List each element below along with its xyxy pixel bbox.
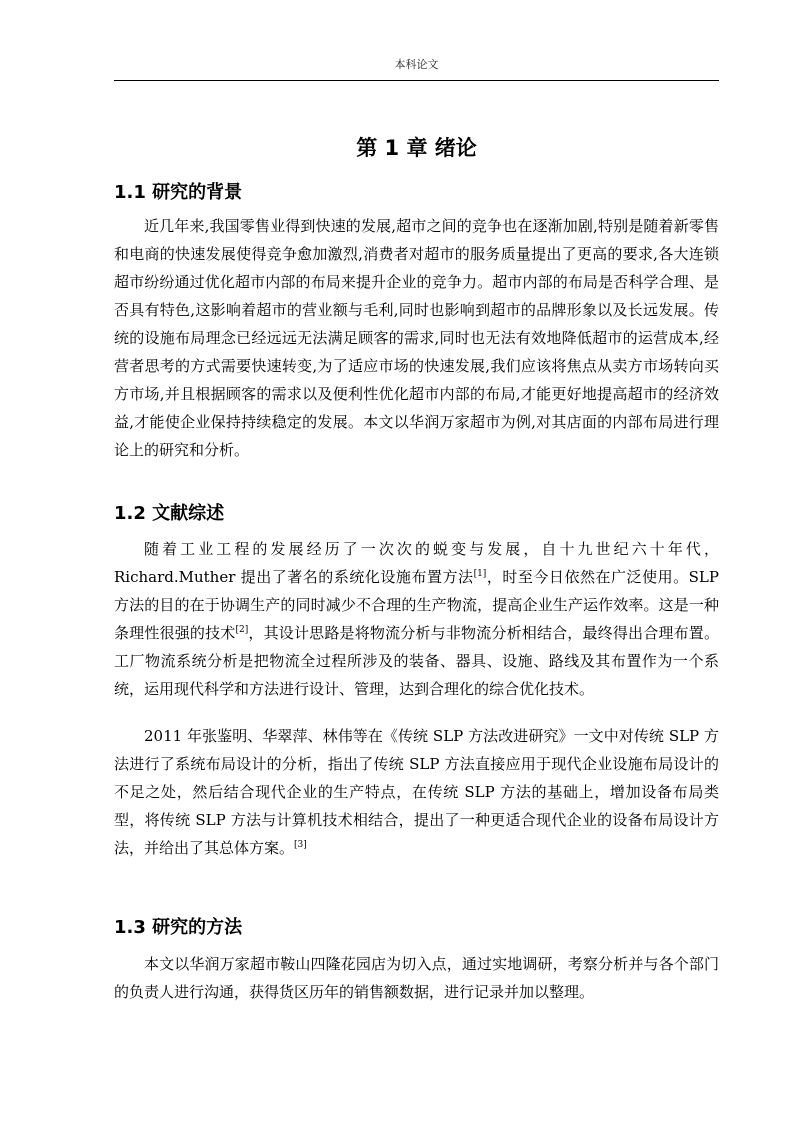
section-heading-1-2: 1.2 文献综述 [114,503,225,524]
header-divider [114,80,719,81]
chapter-title: 第 1 章 绪论 [356,136,477,160]
paragraph-method: 本文以华润万家超市鞍山四隆花园店为切入点，通过实地调研，考察分析并与各个部门的负责人进行沟通，获得货区历年的销售额数据，进行记录并加以整理。 [114,955,719,1001]
citation-ref: [1] [473,569,487,579]
paragraph-text: 2011 年张鉴明、华翠萍、林伟等在《传统 SLP 方法改进研究》一文中对传统 SLP 方法进行了系统布局设计的分析，指出了传统 SLP 方法直接应用于现代企业设施布局设计的不足之处，然后结合现代企业的生产特点，在传统 SLP 方法的基础上，增加设备布局类型，将传统 SLP 方法与计算机技术相结合，提出了一种更适合现代企业的设备布局设计方法，并给出了其总体方案。 [114,727,719,857]
section-heading-1-3: 1.3 研究的方法 [114,917,243,938]
citation-ref: [3] [294,840,307,850]
paragraph-literature-2 [114,722,719,862]
paragraph-literature-1 [114,535,719,703]
paragraph-text: ，其设计思路是将物流分析与非物流分析相结合，最终得出合理布置。工厂物流系统分析是把物流全过程所涉及的装备、器具、设施、路线及其布置作为一个系统，运用现代科学和方法进行设计、管理，达到合理化的综合优化技术。 [114,624,719,698]
page-header: 本科论文 [394,58,439,71]
paragraph-background: 近几年来,我国零售业得到快速的发展,超市之间的竞争也在逐渐加剧,特别是随着新零售和电商的快速发展使得竞争愈加激烈,消费者对超市的服务质量提出了更高的要求,各大连锁超市纷纷通过优化超市内部的布局来提升企业的竞争力。超市内部的布局是否科学合理、是否具有特色,这影响着超市的营业额与毛利,同时也影响到超市的品牌形象以及长远发展。传统的设施布局理念已经远远无法满足顾客的需求,同时也无法有效地降低超市的运营成本,经营者思考的方式需要快速转变,为了适应市场的快速发展,我们应该将焦点从卖方市场转向买方市场,并且根据顾客的需求以及便利性优化超市内部的布局,才能更好地提高超市的经济效益,才能使企业保持持续稳定的发展。本文以华润万家超市为例,对其店面的内部布局进行理论上的研究和分析。 [114,217,719,459]
section-heading-1-1: 1.1 研究的背景 [114,182,243,203]
paragraph-text: 随着工业工程的发展经历了一次次的蜕变与发展，自十九世纪六十年代，Richard.Muther 提出了著名的系统化设施布置方法 [114,540,719,586]
citation-ref: [2] [235,625,249,635]
paragraph-text: ，时至今日依然在广泛使用。SLP 方法的目的在于协调生产的同时减少不合理的生产物流，提高企业生产运作效率。这是一种条理性很强的技术 [114,568,719,642]
